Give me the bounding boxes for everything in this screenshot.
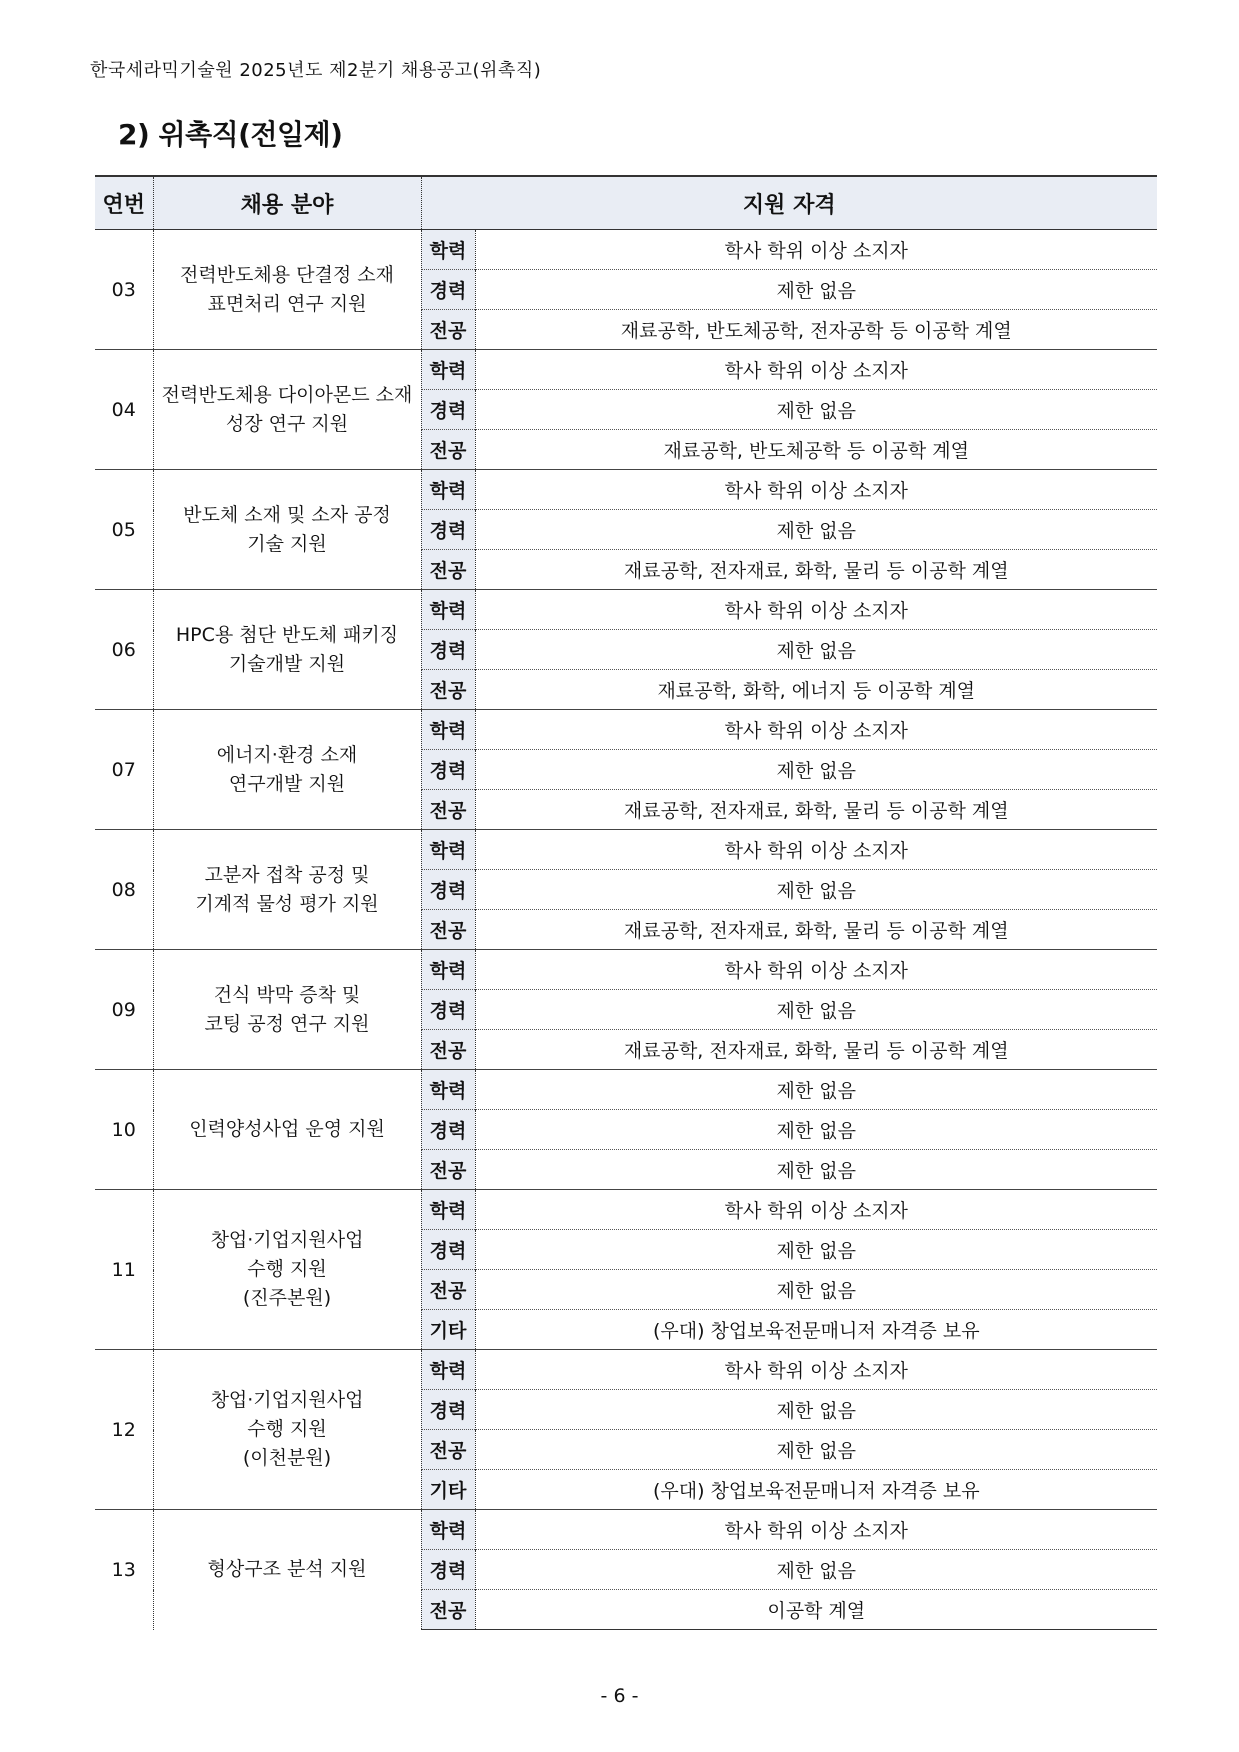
row-number: 08 [95,830,153,950]
qualification-label: 학력 [421,710,475,750]
row-number: 03 [95,230,153,350]
row-number: 12 [95,1350,153,1510]
qualification-value: 재료공학, 전자재료, 화학, 물리 등 이공학 계열 [475,790,1157,830]
qualification-label: 경력 [421,390,475,430]
qualification-value: 제한 없음 [475,870,1157,910]
row-number: 10 [95,1070,153,1190]
qualification-label: 전공 [421,1030,475,1070]
recruitment-field-line: HPC용 첨단 반도체 패키징 [175,623,399,646]
qualification-label: 전공 [421,430,475,470]
qualification-label: 학력 [421,830,475,870]
recruitment-field-line: 성장 연구 지원 [225,412,349,435]
table-row [95,830,1157,870]
qualification-value: 제한 없음 [475,750,1157,790]
qualification-label: 전공 [421,910,475,950]
qualification-value: 학사 학위 이상 소지자 [475,1190,1157,1230]
recruitment-field-line: 반도체 소재 및 소자 공정 [183,503,391,526]
qualification-label: 학력 [421,1510,475,1550]
recruitment-field [153,230,421,350]
qualification-label: 학력 [421,350,475,390]
recruitment-field-line: 고분자 접착 공정 및 [204,863,370,886]
requirements-table [95,175,1157,1630]
qualification-label: 학력 [421,230,475,270]
page-header: 한국세라믹기술원 2025년도 제2분기 채용공고(위촉직) [90,60,542,81]
page-number: - 6 - [600,1685,639,1707]
qualification-label: 경력 [421,1110,475,1150]
qualification-value: 학사 학위 이상 소지자 [475,950,1157,990]
qualification-value: 제한 없음 [475,1270,1157,1310]
qualification-value: 제한 없음 [475,270,1157,310]
qualification-value: 재료공학, 전자재료, 화학, 물리 등 이공학 계열 [475,1030,1157,1070]
recruitment-field [153,830,421,950]
qualification-label: 전공 [421,310,475,350]
recruitment-field [153,470,421,590]
table-row [95,230,1157,270]
recruitment-field-line: 창업·기업지원사업 [210,1389,364,1411]
recruitment-field-line: 형상구조 분석 지원 [207,1558,367,1581]
qualification-label: 전공 [421,1150,475,1190]
qualification-label: 학력 [421,1350,475,1390]
column-header-qualification: 지원 자격 [421,176,1157,230]
qualification-value: 학사 학위 이상 소지자 [475,350,1157,390]
row-number: 04 [95,350,153,470]
table-row [95,1510,1157,1550]
qualification-value: 재료공학, 반도체공학 등 이공학 계열 [475,430,1157,470]
section-title: 2) 위촉직(전일제) [118,118,343,151]
qualification-value: 제한 없음 [475,390,1157,430]
column-header-no: 연번 [95,176,153,230]
qualification-label: 학력 [421,470,475,510]
qualification-label: 경력 [421,1390,475,1430]
qualification-value: 제한 없음 [475,510,1157,550]
recruitment-field [153,710,421,830]
row-number: 09 [95,950,153,1070]
qualification-label: 학력 [421,1190,475,1230]
qualification-value: 학사 학위 이상 소지자 [475,230,1157,270]
qualification-label: 경력 [421,990,475,1030]
qualification-value: 제한 없음 [475,1070,1157,1110]
qualification-label: 전공 [421,1430,475,1470]
qualification-value: 학사 학위 이상 소지자 [475,590,1157,630]
recruitment-field-line: 기술 지원 [247,532,327,555]
qualification-label: 전공 [421,670,475,710]
qualification-label: 학력 [421,950,475,990]
table-row [95,1350,1157,1390]
qualification-value: 재료공학, 전자재료, 화학, 물리 등 이공학 계열 [475,550,1157,590]
row-number: 06 [95,590,153,710]
qualification-label: 경력 [421,510,475,550]
recruitment-field-line: 코팅 공정 연구 지원 [204,1012,370,1035]
qualification-label: 전공 [421,550,475,590]
recruitment-field-line: 건식 박막 증착 및 [213,983,361,1006]
recruitment-field-line: (진주본원) [242,1287,332,1309]
table-row [95,470,1157,510]
qualification-label: 전공 [421,1270,475,1310]
qualification-value: 제한 없음 [475,1430,1157,1470]
recruitment-field-line: 창업·기업지원사업 [210,1229,364,1251]
qualification-value: 제한 없음 [475,1550,1157,1590]
row-number: 13 [95,1510,153,1630]
recruitment-field-line: 에너지·환경 소재 [216,743,358,766]
qualification-label: 전공 [421,1590,475,1630]
qualification-value: 제한 없음 [475,630,1157,670]
recruitment-field [153,590,421,710]
qualification-value: (우대) 창업보육전문매니저 자격증 보유 [475,1470,1157,1510]
recruitment-field [153,1190,421,1350]
qualification-label: 전공 [421,790,475,830]
qualification-label: 학력 [421,1070,475,1110]
qualification-label: 학력 [421,590,475,630]
table-row [95,590,1157,630]
recruitment-field-line: 기술개발 지원 [228,652,346,675]
qualification-label: 기타 [421,1470,475,1510]
table-row [95,350,1157,390]
recruitment-field-line: 기계적 물성 평가 지원 [195,892,379,915]
qualification-value: (우대) 창업보육전문매니저 자격증 보유 [475,1310,1157,1350]
table-header-row [95,176,1157,230]
recruitment-field-line: 전력반도체용 단결정 소재 [180,263,394,286]
recruitment-field-line: 인력양성사업 운영 지원 [189,1118,385,1140]
recruitment-field [153,1350,421,1510]
recruitment-field-line: (이천분원) [242,1447,332,1469]
table-row [95,1190,1157,1230]
qualification-value: 학사 학위 이상 소지자 [475,470,1157,510]
qualification-value: 제한 없음 [475,1110,1157,1150]
qualification-value: 재료공학, 반도체공학, 전자공학 등 이공학 계열 [475,310,1157,350]
qualification-value: 이공학 계열 [475,1590,1157,1630]
recruitment-field [153,1070,421,1190]
qualification-label: 경력 [421,750,475,790]
qualification-value: 제한 없음 [475,990,1157,1030]
column-header-field: 채용 분야 [153,176,421,230]
row-number: 07 [95,710,153,830]
qualification-label: 경력 [421,1230,475,1270]
qualification-value: 학사 학위 이상 소지자 [475,1510,1157,1550]
qualification-value: 재료공학, 화학, 에너지 등 이공학 계열 [475,670,1157,710]
qualification-value: 학사 학위 이상 소지자 [475,1350,1157,1390]
qualification-value: 재료공학, 전자재료, 화학, 물리 등 이공학 계열 [475,910,1157,950]
recruitment-field-line: 수행 지원 [247,1258,327,1280]
qualification-label: 경력 [421,270,475,310]
table-row [95,710,1157,750]
recruitment-field [153,950,421,1070]
table-row [95,950,1157,990]
recruitment-field-line: 표면처리 연구 지원 [207,292,367,315]
recruitment-field-line: 전력반도체용 다이아몬드 소재 [161,383,413,406]
recruitment-field [153,350,421,470]
table-row [95,1070,1157,1110]
row-number: 05 [95,470,153,590]
qualification-value: 제한 없음 [475,1390,1157,1430]
recruitment-field-line: 수행 지원 [247,1418,327,1440]
qualification-value: 제한 없음 [475,1150,1157,1190]
qualification-label: 경력 [421,1550,475,1590]
recruitment-field-line: 연구개발 지원 [228,772,346,795]
qualification-value: 학사 학위 이상 소지자 [475,710,1157,750]
qualification-label: 경력 [421,870,475,910]
qualification-value: 학사 학위 이상 소지자 [475,830,1157,870]
qualification-label: 기타 [421,1310,475,1350]
recruitment-field [153,1510,421,1630]
qualification-value: 제한 없음 [475,1230,1157,1270]
row-number: 11 [95,1190,153,1350]
qualification-label: 경력 [421,630,475,670]
